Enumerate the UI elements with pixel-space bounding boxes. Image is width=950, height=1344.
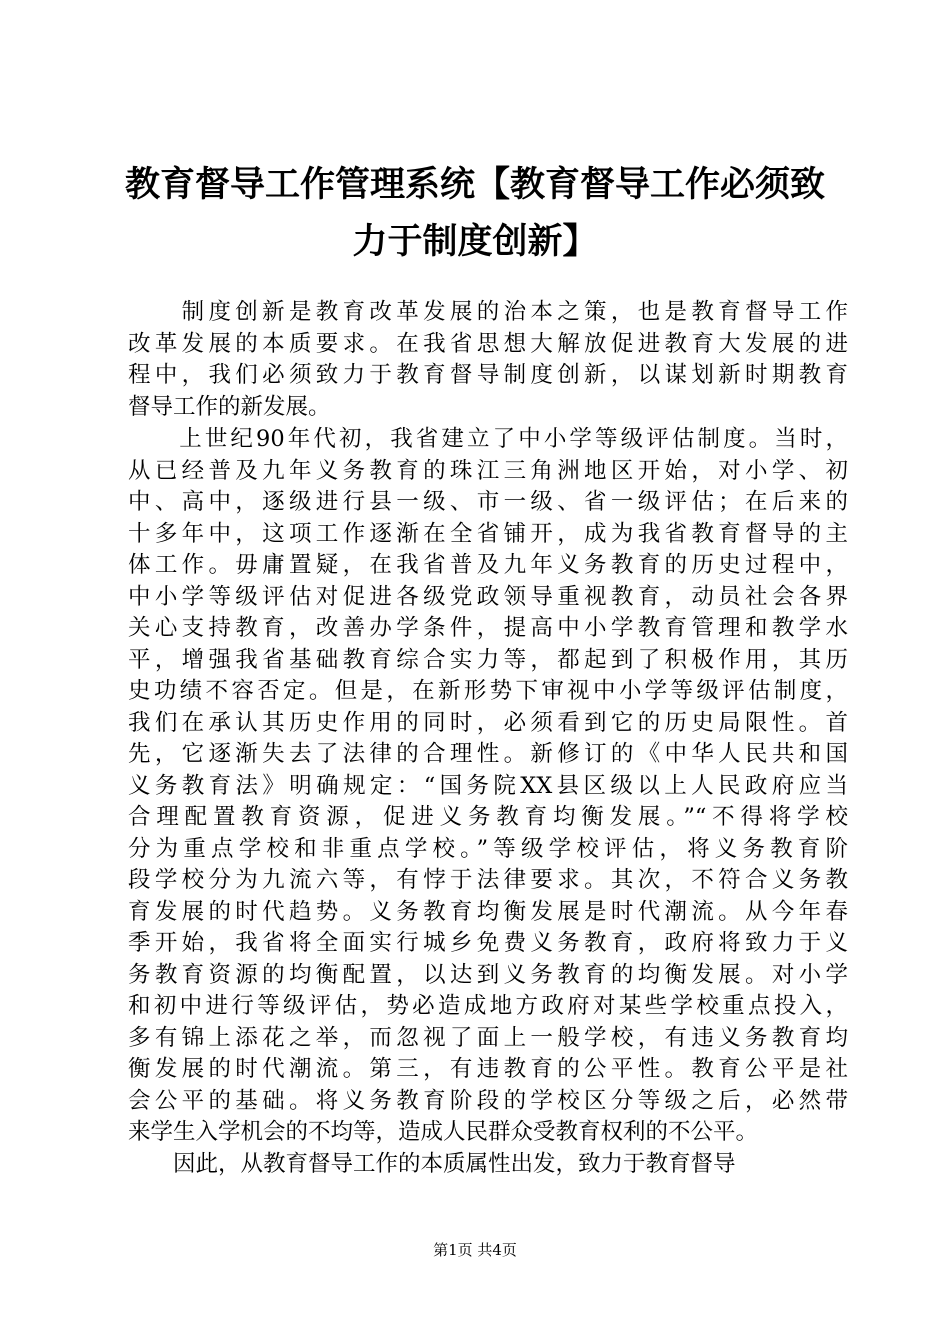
paragraph-2 [128,424,848,1149]
page-footer: 第1页 共4页 [433,1241,517,1259]
paragraph-3 [128,1149,848,1181]
text-line: 多有锦上添花之举，而忽视了面上一般学校，有违义务教育均 [128,1024,848,1051]
text-line: 史功绩不容否定。但是，在新形势下审视中小学等级评估制度， [128,678,848,704]
text-line: 督导工作的新发展。 [128,393,331,420]
text-line: 上世纪90年代初，我省建立了中小学等级评估制度。当时， [128,426,848,452]
text-line: 会公平的基础。将义务教育阶段的学校区分等级之后，必然带 [128,1087,848,1114]
text-line: 来学生入学机会的不均等，造成人民群众受教育权利的不公平。 [128,1119,759,1145]
text-line: 程中，我们必须致力于教育督导制度创新，以谋划新时期教育 [128,362,848,388]
text-line: 平，增强我省基础教育综合实力等，都起到了积极作用，其历 [128,646,848,673]
text-line: 中、高中，逐级进行县一级、市一级、省一级评估；在后来的 [128,489,848,515]
text-line: 体工作。毋庸置疑，在我省普及九年义务教育的历史过程中， [128,552,848,578]
text-line: 中小学等级评估对促进各级党政领导重视教育，动员社会各界 [128,583,848,610]
text-line: 改革发展的本质要求。在我省思想大解放促进教育大发展的进 [128,330,848,357]
text-line: 我们在承认其历史作用的同时，必须看到它的历史局限性。首 [128,709,848,736]
text-line: 育发展的时代趋势。义务教育均衡发展是时代潮流。从今年春 [128,898,848,925]
document-title-line-2: 力于制度创新】 [352,222,598,262]
text-line: 季开始，我省将全面实行城乡免费义务教育，政府将致力于义 [128,930,848,956]
text-line: 和初中进行等级评估，势必造成地方政府对某些学校重点投入， [128,993,848,1019]
text-line: 合理配置教育资源，促进义务教育均衡发展。”“不得将学校 [128,804,848,830]
text-line: 衡发展的时代潮流。第三，有违教育的公平性。教育公平是社 [128,1056,848,1082]
paragraph-1 [128,297,848,423]
text-line: 从已经普及九年义务教育的珠江三角洲地区开始，对小学、初 [128,457,848,484]
text-line: 段学校分为九流六等，有悖于法律要求。其次，不符合义务教 [128,867,848,893]
document-title-line-1: 教育督导工作管理系统【教育督导工作必须致 [124,165,825,205]
text-line: 十多年中，这项工作逐渐在全省铺开，成为我省教育督导的主 [128,520,848,547]
text-line: 义务教育法》明确规定：“国务院XX县区级以上人民政府应当 [128,772,848,799]
text-line: 务教育资源的均衡配置，以达到义务教育的均衡发展。对小学 [128,961,848,988]
text-line: 关心支持教育，改善办学条件，提高中小学教育管理和教学水 [128,615,848,641]
text-line: 制度创新是教育改革发展的治本之策，也是教育督导工作 [128,299,848,325]
text-line: 分为重点学校和非重点学校。”等级学校评估，将义务教育阶 [128,835,848,862]
text-line: 先，它逐渐失去了法律的合理性。新修订的《中华人民共和国 [128,741,848,767]
text-line: 因此，从教育督导工作的本质属性出发，致力于教育督导 [128,1151,736,1177]
